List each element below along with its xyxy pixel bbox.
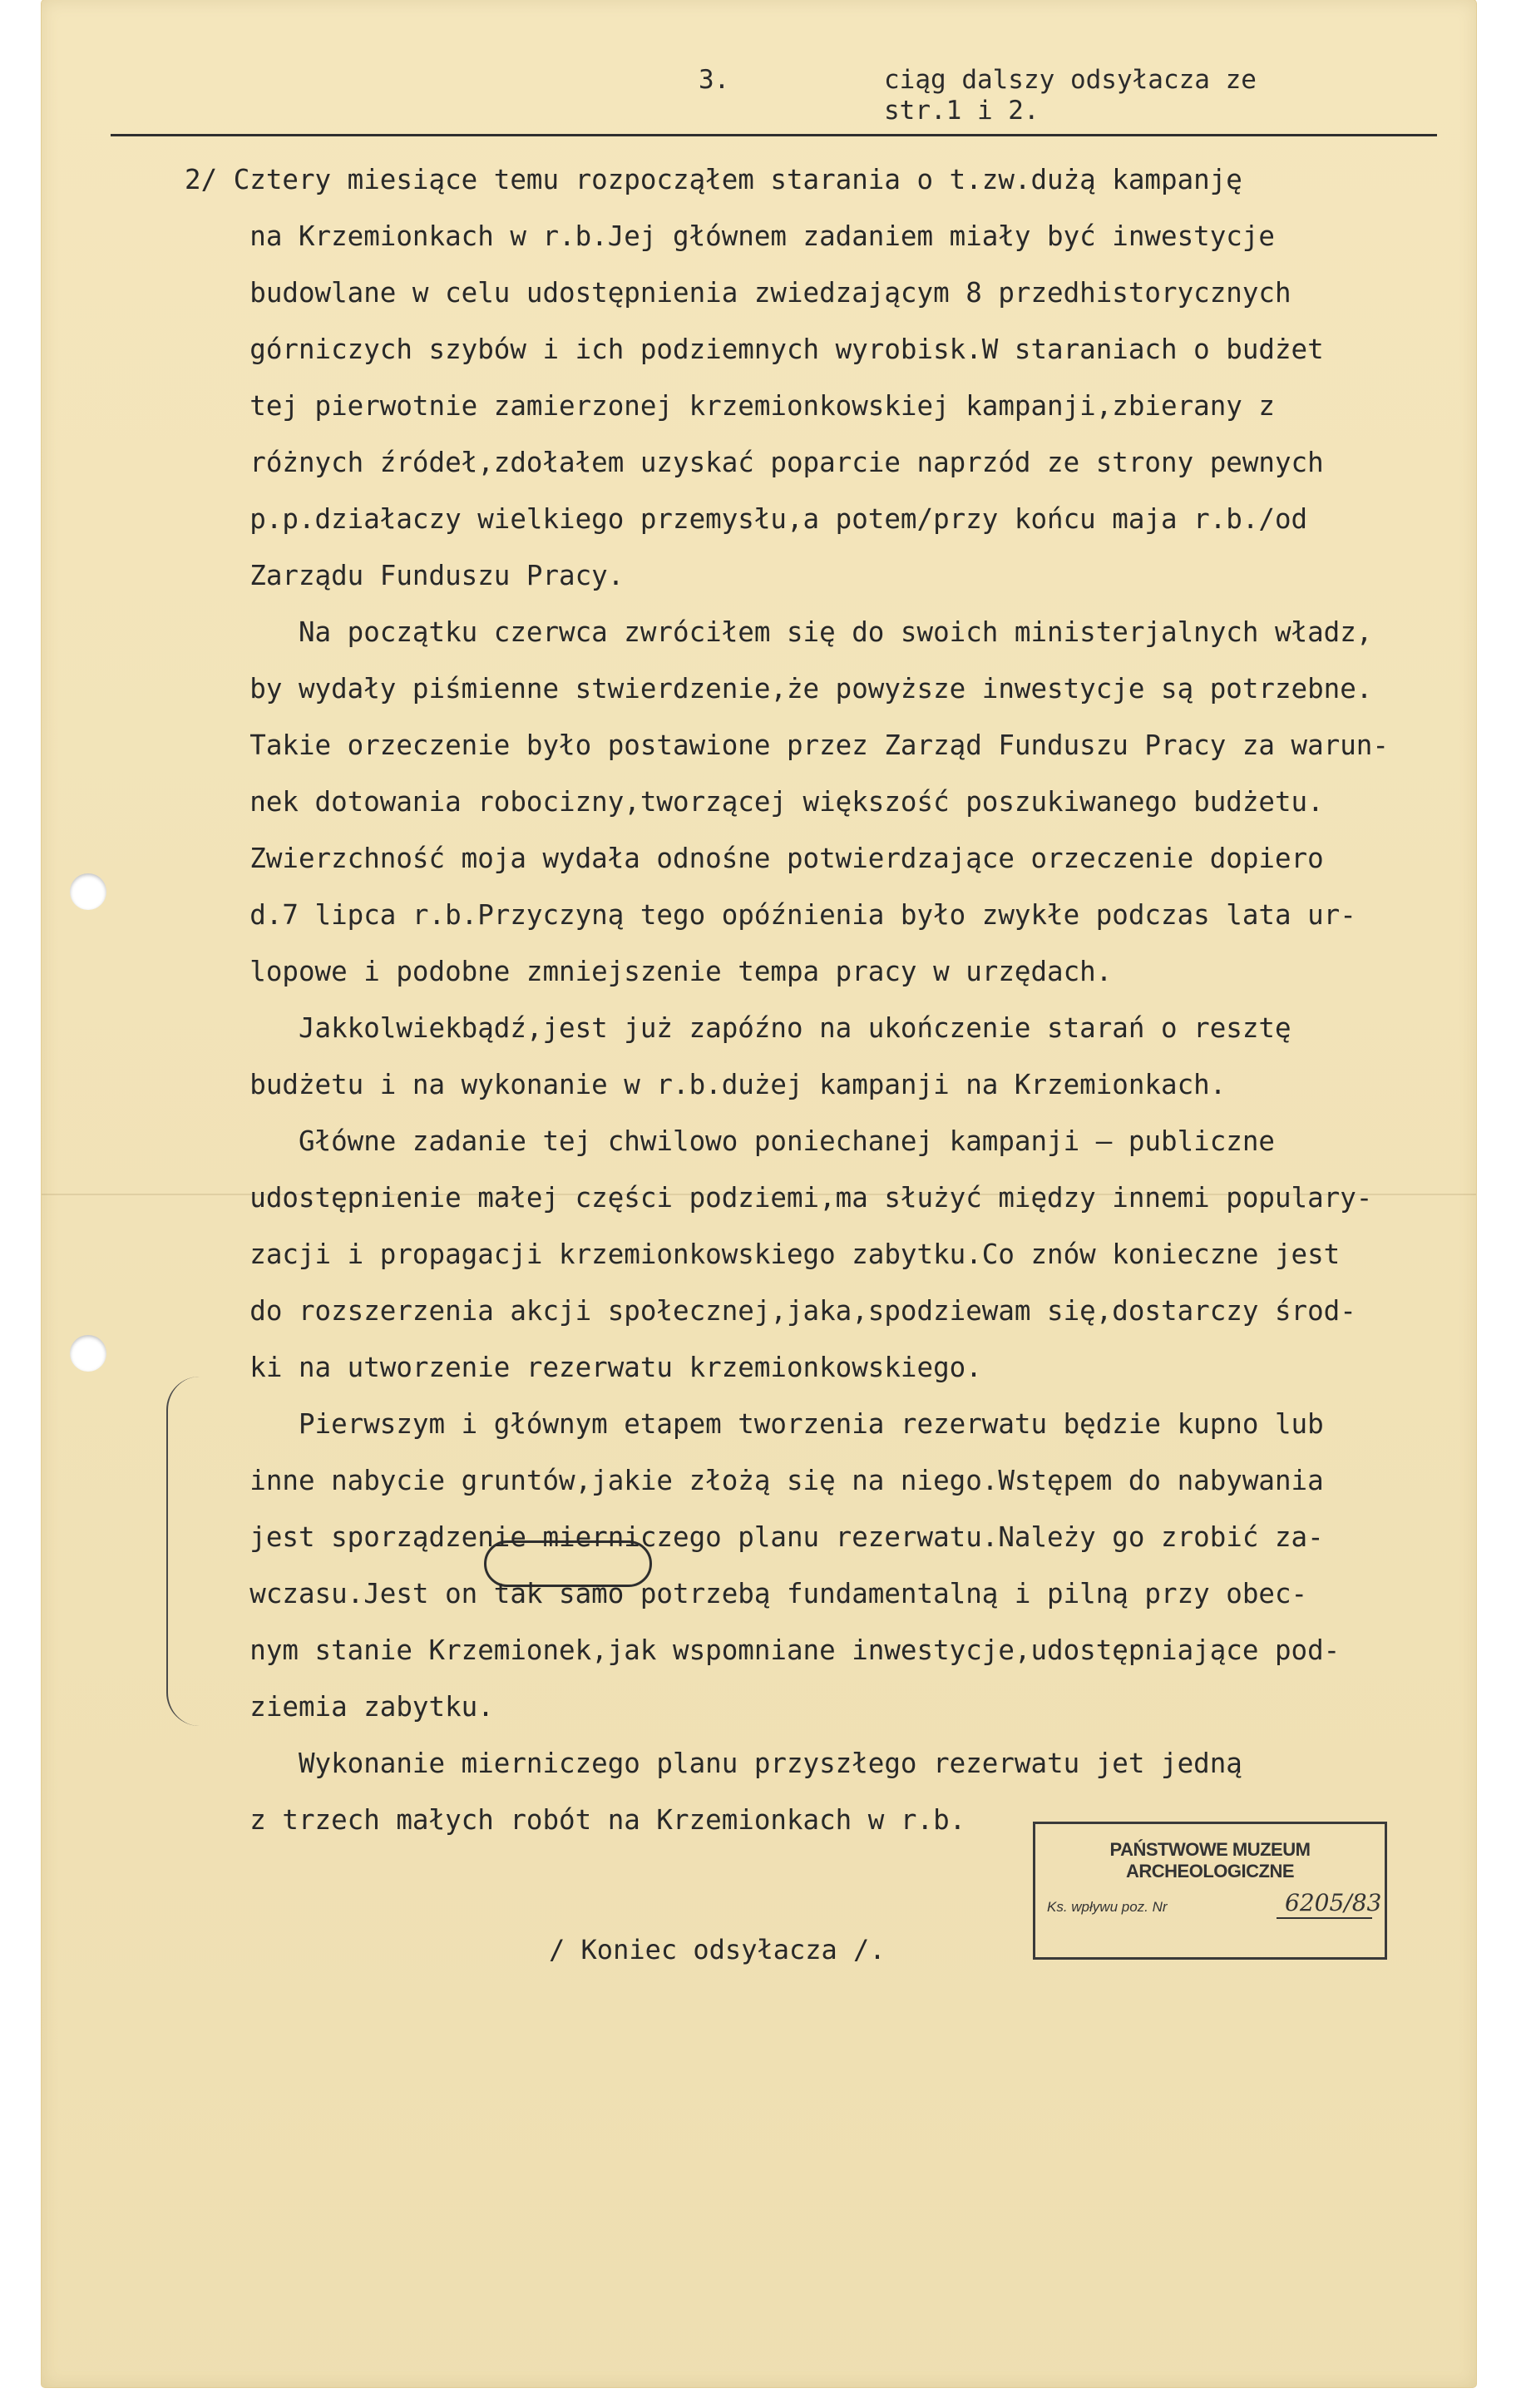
text-line: budżetu i na wykonanie w r.b.dużej kampanji na Krzemionkach. xyxy=(185,1069,1227,1100)
text-line: z trzech małych robót na Krzemionkach w r.b. xyxy=(185,1804,966,1836)
text-line: udostępnienie małej części podziemi,ma służyć między innemi populary- xyxy=(185,1182,1373,1214)
text-line: Główne zadanie tej chwilowo poniechanej kampanji — publiczne xyxy=(185,1125,1275,1157)
continuation-line-1: ciąg dalszy odsyłacza ze xyxy=(884,65,1257,95)
continuation-note xyxy=(884,65,1257,126)
text-line: zacji i propagacji krzemionkowskiego zabytku.Co znów konieczne jest xyxy=(185,1239,1341,1270)
text-line: ziemia zabytku. xyxy=(185,1691,494,1723)
text-line: inne nabycie gruntów,jakie złożą się na niego.Wstępem do nabywania xyxy=(185,1465,1324,1496)
text-line: lopowe i podobne zmniejszenie tempa pracy w urzędach. xyxy=(185,956,1113,987)
text-line: 2/ Cztery miesiące temu rozpocząłem starania o t.zw.dużą kampanję xyxy=(185,164,1242,195)
text-line: różnych źródeł,zdołałem uzyskać poparcie naprzód ze strony pewnych xyxy=(185,447,1324,478)
typed-body-text xyxy=(185,151,1465,1848)
text-line: Zwierzchność moja wydała odnośne potwierdzające orzeczenie dopiero xyxy=(185,843,1324,874)
text-line: p.p.działaczy wielkiego przemysłu,a potem/przy końcu maja r.b./od xyxy=(185,503,1308,535)
stamp-underline xyxy=(1277,1917,1372,1919)
text-line: do rozszerzenia akcji społecznej,jaka,spodziewam się,dostarczy środ- xyxy=(185,1295,1356,1327)
text-line: d.7 lipca r.b.Przyczyną tego opóźnienia było zwykłe podczas lata ur- xyxy=(185,899,1356,931)
page-number: 3. xyxy=(699,65,730,95)
text-line: nek dotowania robocizny,tworzącej większość poszukiwanego budżetu. xyxy=(185,786,1324,818)
punch-hole xyxy=(70,873,106,910)
text-line: wczasu.Jest on tak samo potrzebą fundamentalną i pilną przy obec- xyxy=(185,1578,1308,1609)
text-line: budowlane w celu udostępnienia zwiedzającym 8 przedhistorycznych xyxy=(185,277,1291,309)
stamp-entry-label: Ks. wpływu poz. Nr xyxy=(1047,1899,1168,1915)
text-line: Pierwszym i głównym etapem tworzenia rezerwatu będzie kupno lub xyxy=(185,1408,1324,1440)
continuation-line-2: str.1 i 2. xyxy=(884,96,1040,126)
text-line: Wykonanie mierniczego planu przyszłego rezerwatu jet jedną xyxy=(185,1748,1242,1779)
text-line: jest sporządzenie mierniczego planu rezerwatu.Należy go zrobić za- xyxy=(185,1521,1324,1553)
stamp-entry-value: 6205/83 xyxy=(1285,1889,1382,1916)
text-line: by wydały piśmienne stwierdzenie,że powyższe inwestycje są potrzebne. xyxy=(185,673,1373,705)
header-rule xyxy=(111,134,1437,136)
stamp-title: PAŃSTWOWE MUZEUM ARCHEOLOGICZNE xyxy=(1109,1839,1311,1881)
text-line: tej pierwotnie zamierzonej krzemionkowskiej kampanji,zbierany z xyxy=(185,390,1275,422)
text-line: Na początku czerwca zwróciłem się do swoich ministerjalnych władz, xyxy=(185,616,1373,648)
text-line: ki na utworzenie rezerwatu krzemionkowskiego. xyxy=(185,1352,982,1383)
text-line: górniczych szybów i ich podziemnych wyrobisk.W staraniach o budżet xyxy=(185,334,1324,365)
punch-hole xyxy=(70,1335,106,1372)
text-line: nym stanie Krzemionek,jak wspomniane inwestycje,udostępniające pod- xyxy=(185,1634,1341,1666)
text-line: Jakkolwiekbądź,jest już zapóźno na ukończenie starań o resztę xyxy=(185,1012,1291,1044)
closing-line: / Koniec odsyłacza /. xyxy=(549,1934,886,1965)
text-line: Takie orzeczenie było postawione przez Zarząd Funduszu Pracy za warun- xyxy=(185,729,1389,761)
museum-stamp xyxy=(1033,1822,1387,1960)
text-line: Zarządu Funduszu Pracy. xyxy=(185,560,625,591)
text-line: na Krzemionkach w r.b.Jej głównem zadaniem miały być inwestycje xyxy=(185,220,1275,252)
